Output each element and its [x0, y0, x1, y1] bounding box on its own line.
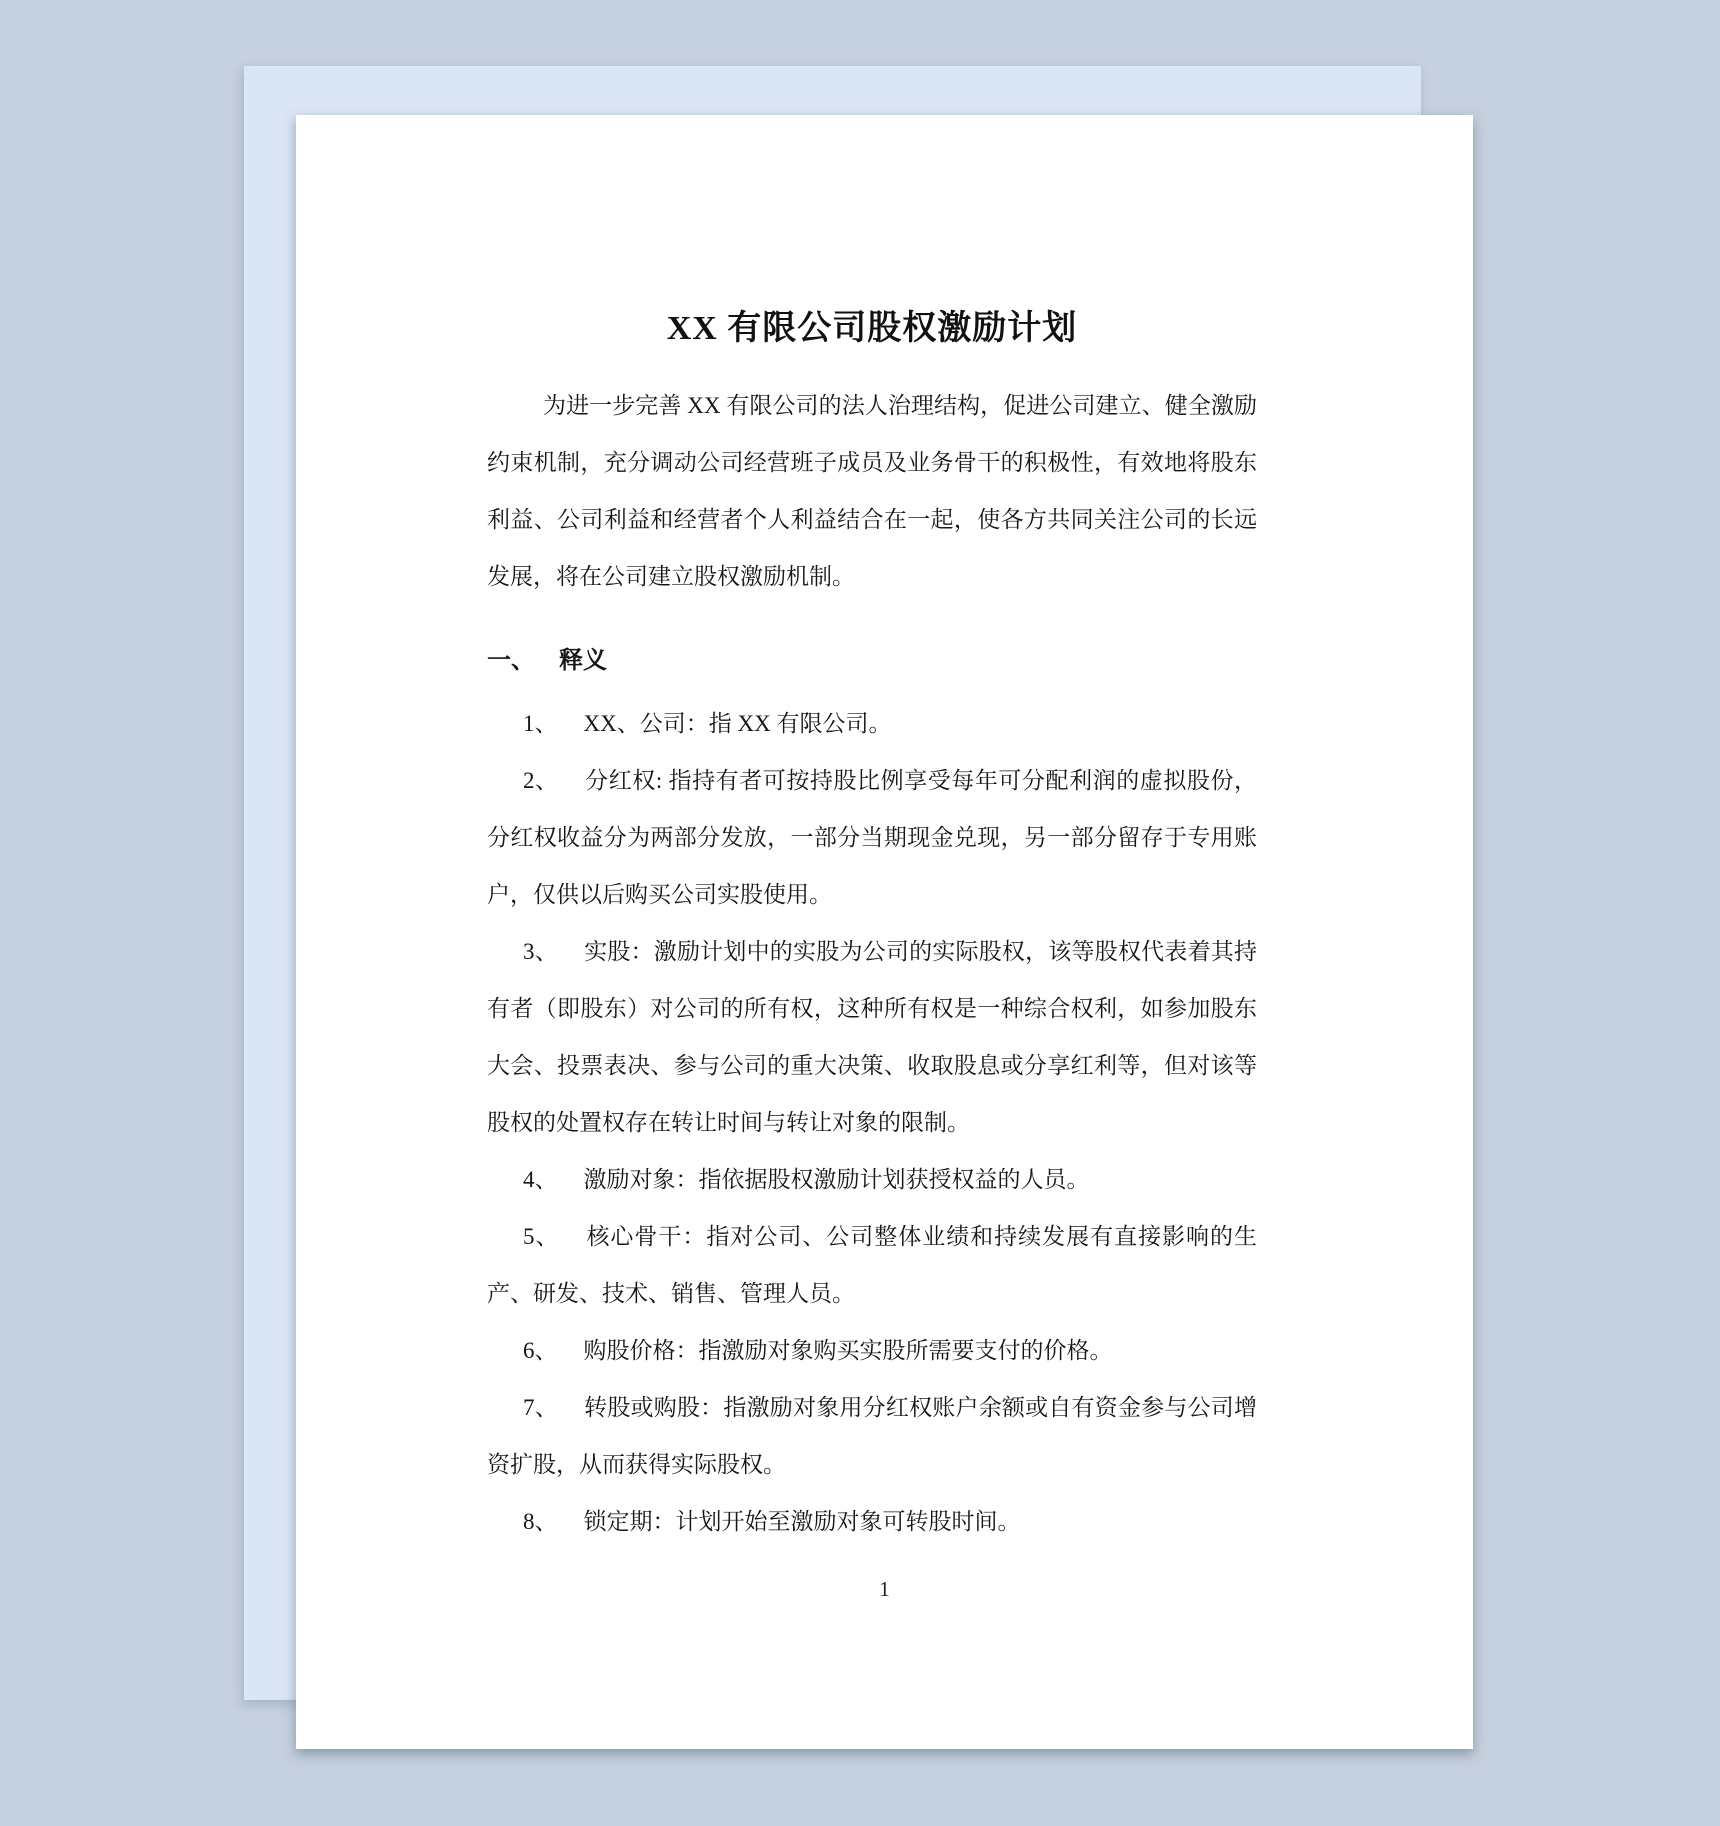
- definition-item-2: [487, 752, 1257, 923]
- item-text: 分红权: 指持有者可按持股比例享受每年可分配利润的虚拟股份，分红权收益分为两部分发放，一部分当期现金兑现，另一部分留存于专用账户，仅供以后购买公司实股使用。: [487, 768, 1258, 907]
- section-heading: [487, 633, 1257, 690]
- section-number: 一、: [487, 648, 535, 674]
- document-title: XX 有限公司股权激励计划: [666, 310, 1078, 347]
- item-text: XX、公司：指 XX 有限公司。: [583, 711, 892, 736]
- item-number: 4、: [523, 1167, 558, 1192]
- item-text: 激励对象：指依据股权激励计划获授权益的人员。: [583, 1167, 1090, 1192]
- definition-item-3: [487, 923, 1257, 1151]
- page-content: [487, 115, 1257, 1550]
- item-number: 6、: [523, 1338, 558, 1363]
- definition-item-4: [487, 1151, 1257, 1208]
- item-text: 购股价格：指激励对象购买实股所需要支付的价格。: [583, 1338, 1113, 1363]
- item-text: 实股：激励计划中的实股为公司的实际股权，该等股权代表着其持有者（即股东）对公司的所有权，这种所有权是一种综合权利，如参加股东大会、投票表决、参与公司的重大决策、收取股息或分享红利等，但对该等股权的处置权存在转让时间与转让对象的限制。: [487, 939, 1258, 1135]
- item-text: 锁定期：计划开始至激励对象可转股时间。: [583, 1509, 1021, 1534]
- item-number: 7、: [523, 1395, 558, 1420]
- item-number: 3、: [523, 939, 558, 964]
- definition-item-1: [487, 695, 1257, 752]
- page-number: 1: [879, 1577, 890, 1601]
- definition-item-5: [487, 1208, 1257, 1322]
- definition-item-6: [487, 1322, 1257, 1379]
- item-number: 2、: [523, 768, 559, 793]
- item-text: 核心骨干：指对公司、公司整体业绩和持续发展有直接影响的生产、研发、技术、销售、管理人员。: [487, 1224, 1258, 1306]
- item-number: 8、: [523, 1509, 558, 1534]
- intro-paragraph: 为进一步完善 XX 有限公司的法人治理结构，促进公司建立、健全激励约束机制，充分调动公司经营班子成员及业务骨干的积极性，有效地将股东利益、公司利益和经营者个人利益结合在一起，使各方共同关注公司的长远发展，将在公司建立股权激励机制。: [487, 393, 1257, 589]
- document-page: [296, 115, 1473, 1749]
- item-text: 转股或购股：指激励对象用分红权账户余额或自有资金参与公司增资扩股，从而获得实际股权。: [487, 1395, 1258, 1477]
- item-number: 5、: [523, 1224, 560, 1249]
- definition-item-8: [487, 1493, 1257, 1550]
- section-heading-text: 释义: [559, 648, 607, 674]
- definition-item-7: [487, 1379, 1257, 1493]
- item-number: 1、: [523, 711, 558, 736]
